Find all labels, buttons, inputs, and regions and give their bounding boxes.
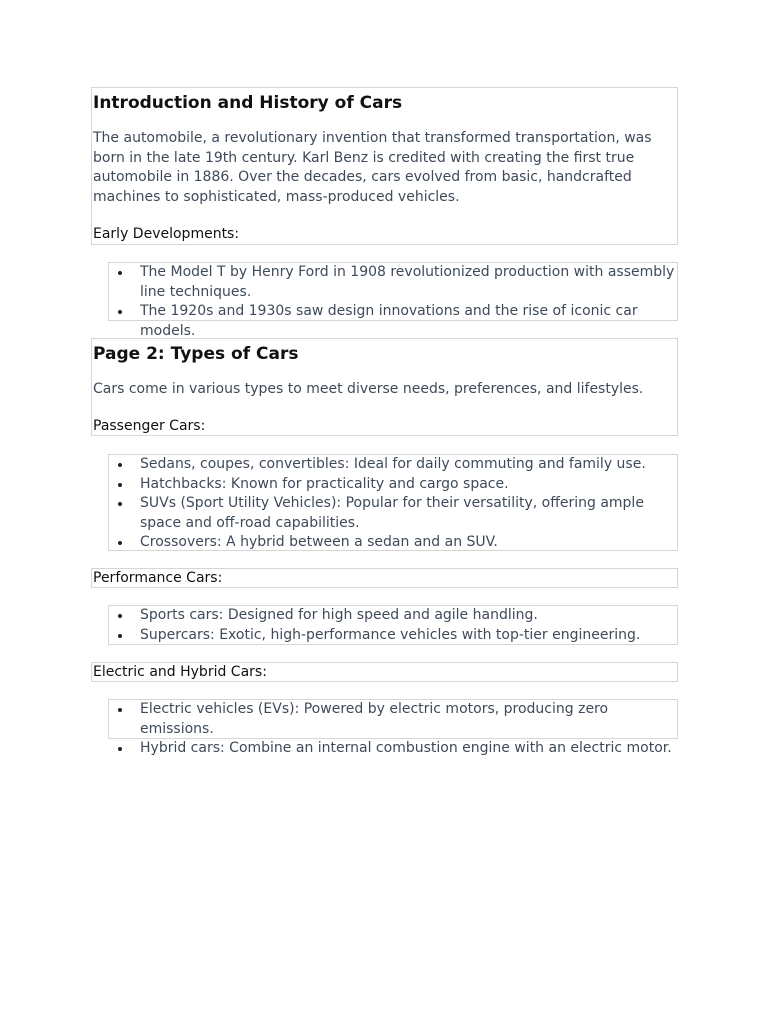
early-developments-label: Early Developments: [93,226,240,242]
performance-cars-list-box [108,605,678,645]
list-item: Electric vehicles (EVs): Powered by electric motors, producing zero emissions. [109,700,677,739]
list-item: Sports cars: Designed for high speed and agile handling. [109,606,677,626]
passenger-cars-list [109,455,677,553]
list-item: The Model T by Henry Ford in 1908 revolutionized production with assembly line techniques. [109,263,677,302]
performance-cars-list [109,606,677,645]
types-title: Page 2: Types of Cars [93,344,299,364]
performance-cars-label-box [91,568,678,588]
list-item: Hatchbacks: Known for practicality and cargo space. [109,475,677,495]
list-item: Supercars: Exotic, high-performance vehicles with top-tier engineering. [109,626,677,646]
types-paragraph: Cars come in various types to meet diverse needs, preferences, and lifestyles. [93,381,644,397]
intro-paragraph: The automobile, a revolutionary invention that transformed transportation, was born in the late 19th century. Karl Benz is credited with creating the first true automobile in 1886. Over the decades, cars evolved from basic, handcrafted machines to sophisticated, mass-produced vehicles. [93,130,652,205]
intro-section [91,87,678,245]
electric-cars-label-box [91,662,678,682]
list-item: Hybrid cars: Combine an internal combustion engine with an electric motor. [109,739,677,759]
passenger-cars-label: Passenger Cars: [93,418,206,434]
list-item: SUVs (Sport Utility Vehicles): Popular for their versatility, offering ample space and off-road capabilities. [109,494,677,533]
early-developments-list-box [108,262,678,339]
electric-cars-list-box [108,699,678,756]
intro-title: Introduction and History of Cars [93,93,403,113]
types-section [91,338,678,436]
list-item: Crossovers: A hybrid between a sedan and an SUV. [109,533,677,553]
electric-cars-label: Electric and Hybrid Cars: [93,664,267,680]
list-item: Sedans, coupes, convertibles: Ideal for daily commuting and family use. [109,455,677,475]
performance-cars-label: Performance Cars: [93,570,223,586]
early-developments-list [109,263,677,341]
list-item: The 1920s and 1930s saw design innovations and the rise of iconic car models. [109,302,677,341]
passenger-cars-list-box [108,454,678,551]
electric-cars-list [109,700,677,759]
document-page [91,87,678,756]
